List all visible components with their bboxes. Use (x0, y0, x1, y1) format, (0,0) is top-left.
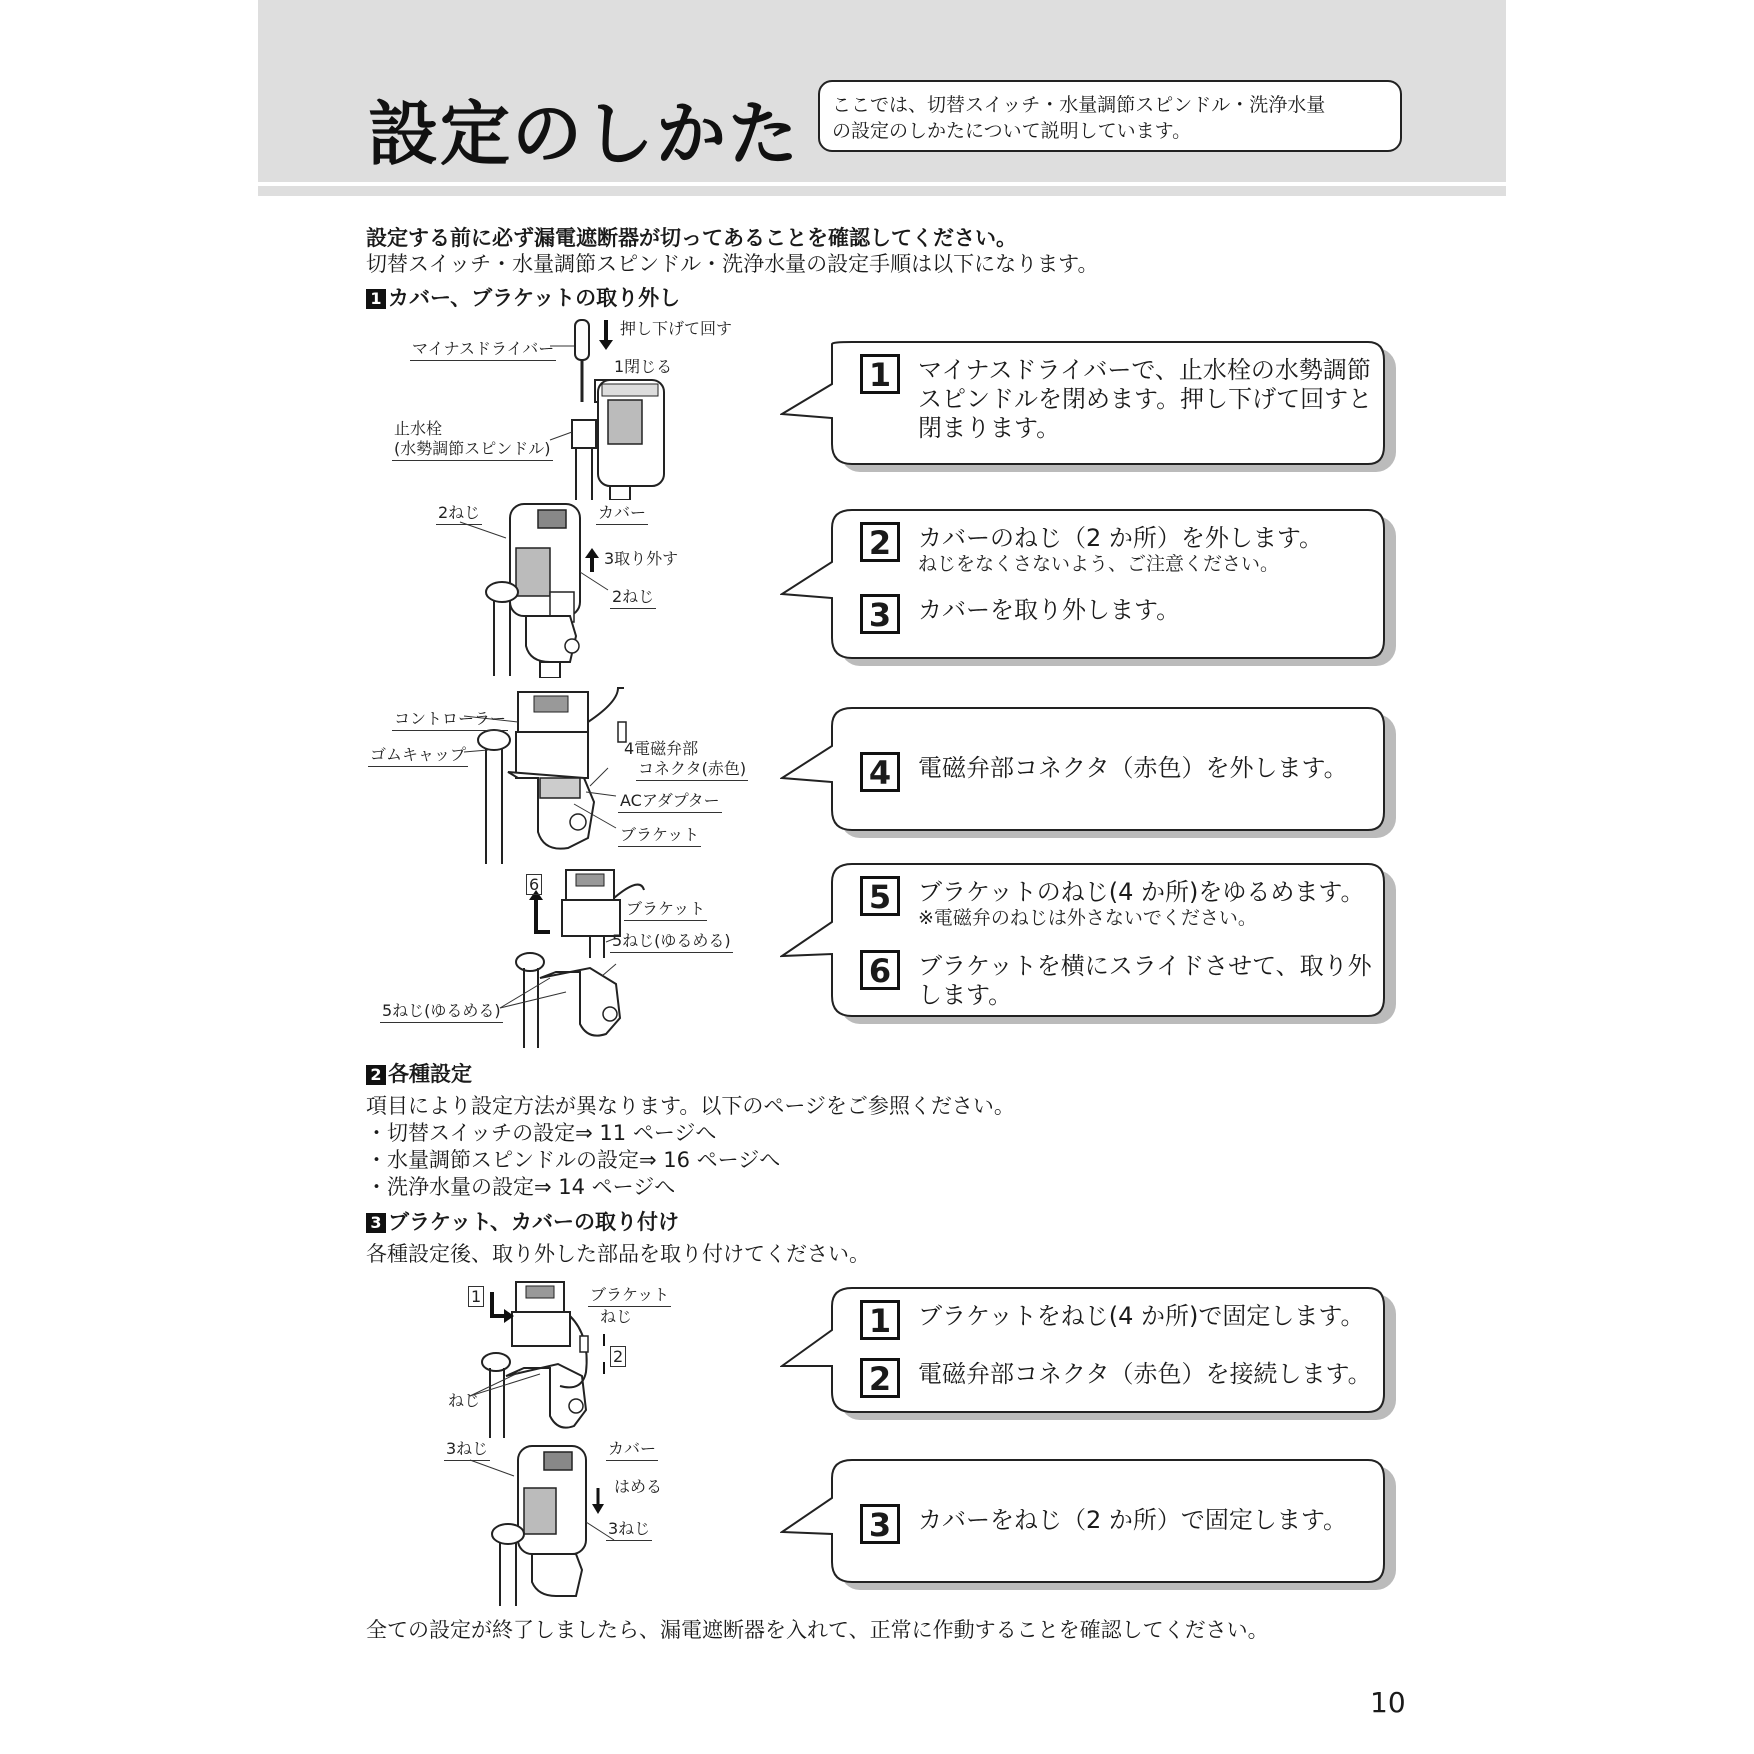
page-number: 10 (1370, 1686, 1406, 1719)
label-fit-screw3b: 3ねじ (606, 1516, 652, 1541)
label-cover: カバー (596, 500, 648, 525)
callout-step1 (780, 340, 1400, 476)
step3-number: 3 (860, 594, 900, 634)
label-push-turn: 押し下げて回す (620, 319, 733, 338)
section2-line: 項目により設定方法が異なります。以下のページをご参照ください。 (366, 1094, 1015, 1118)
step4-number: 4 (860, 752, 900, 792)
warning-text: 設定する前に必ず漏電遮断器が切ってあることを確認してください。 (366, 226, 1017, 250)
illustration-cover-fit (440, 1436, 740, 1606)
section3-intro: 各種設定後、取り外した部品を取り付けてください。 (366, 1242, 870, 1266)
label-fit-screw3a: 3ねじ (444, 1436, 490, 1461)
label-fit-screw: ねじ (600, 1307, 633, 1326)
step4-text: 電磁弁部コネクタ（赤色）を外します。 (918, 754, 1348, 782)
label-stopcock-sub: (水勢調節スピンドル) (392, 436, 553, 461)
fit-step3-number: 3 (860, 1504, 900, 1544)
callout-step4 (780, 706, 1400, 842)
footer-note: 全ての設定が終了しましたら、漏電遮断器を入れて、正常に作動することを確認してください。 (366, 1618, 1269, 1642)
section1-title: カバー、ブラケットの取り外し (388, 286, 681, 310)
illustration-connector (368, 682, 768, 864)
callout-fit-step3 (780, 1458, 1400, 1594)
fit-step1-text: ブラケットをねじ(4 か所)で固定します。 (918, 1302, 1365, 1330)
label-fit-screw-left: ねじ (448, 1391, 481, 1410)
step2-text: カバーのねじ（2 か所）を外します。 (918, 524, 1323, 552)
label-bracket: ブラケット (618, 822, 701, 847)
fit-step1-number: 1 (860, 1300, 900, 1340)
step6-number: 6 (860, 950, 900, 990)
callout-fit-step1-2 (780, 1286, 1400, 1424)
label-screw2b: 2ねじ (610, 584, 656, 609)
label-ac-adapter: ACアダプター (618, 788, 722, 813)
callout-step5-6 (780, 862, 1400, 1028)
label-screw5a: 5ねじ(ゆるめる) (610, 928, 733, 953)
page-title: 設定のしかた (368, 93, 800, 175)
section2-title: 各種設定 (388, 1062, 472, 1086)
intro-box: ここでは、切替スイッチ・水量調節スピンドル・洗浄水量 の設定のしかたについて説明しています。 (818, 80, 1402, 152)
step5-number: 5 (860, 876, 900, 916)
header-rule (258, 186, 1506, 196)
illustration-stopcock (370, 310, 770, 500)
label-bracket2: ブラケット (624, 896, 707, 921)
label-fit-step2: 2 (610, 1346, 626, 1367)
overview-text: 切替スイッチ・水量調節スピンドル・洗浄水量の設定手順は以下になります。 (366, 252, 1099, 276)
callout-step2-3 (780, 508, 1400, 670)
step1-number: 1 (860, 354, 900, 394)
label-connector-sub: コネクタ(赤色) (636, 756, 748, 781)
label-fit-step1: 1 (468, 1286, 484, 1307)
label-step6: 6 (526, 874, 542, 895)
label-close: 1閉じる (614, 357, 673, 376)
fit-step3-text: カバーをねじ（2 か所）で固定します。 (918, 1506, 1347, 1534)
label-fit-bracket: ブラケット (588, 1282, 671, 1307)
label-stopcock: 止水栓 (394, 419, 443, 438)
section3-title: ブラケット、カバーの取り付け (388, 1210, 680, 1234)
label-screw5b: 5ねじ(ゆるめる) (380, 998, 503, 1023)
step6-text: ブラケットを横にスライドさせて、取り外します。 (918, 952, 1372, 1009)
label-rubber-cap: ゴムキャップ (368, 742, 468, 767)
section2-line: ・切替スイッチの設定⇒ 11 ページへ (366, 1121, 717, 1145)
cover-fit-drawing (440, 1436, 740, 1606)
section2-heading (366, 1058, 472, 1088)
section2-line: ・水量調節スピンドルの設定⇒ 16 ページへ (366, 1148, 781, 1172)
fit-step2-text: 電磁弁部コネクタ（赤色）を接続します。 (918, 1360, 1372, 1388)
fit-step2-number: 2 (860, 1358, 900, 1398)
section3-number: 3 (366, 1213, 386, 1233)
section3-heading (366, 1206, 679, 1236)
label-remove3: 3取り外す (604, 549, 679, 568)
label-controller: コントローラー (392, 706, 508, 731)
section2-line: ・洗浄水量の設定⇒ 14 ページへ (366, 1175, 676, 1199)
illustration-bracket-fit (440, 1276, 740, 1438)
step1-text: マイナスドライバーで、止水栓の水勢調節スピンドルを閉めます。押し下げて回すと閉まります。 (918, 356, 1373, 442)
illustration-cover-removal (430, 496, 730, 678)
section1-number: 1 (366, 289, 386, 309)
label-driver: マイナスドライバー (410, 336, 556, 361)
section1-heading (366, 282, 680, 312)
label-connector: 4電磁弁部 (624, 739, 699, 758)
illustration-bracket-slide (380, 868, 760, 1050)
step3-text: カバーを取り外します。 (918, 596, 1181, 624)
section2-number: 2 (366, 1065, 386, 1085)
step5-note: ※電磁弁のねじは外さないでください。 (918, 907, 1257, 929)
step2-number: 2 (860, 522, 900, 562)
label-fit-attach: はめる (614, 1477, 663, 1496)
label-screw2a: 2ねじ (436, 500, 482, 525)
step2-note: ねじをなくさないよう、ご注意ください。 (918, 553, 1280, 575)
step5-text: ブラケットのねじ(4 か所)をゆるめます。 (918, 878, 1365, 906)
label-fit-cover: カバー (606, 1436, 658, 1461)
